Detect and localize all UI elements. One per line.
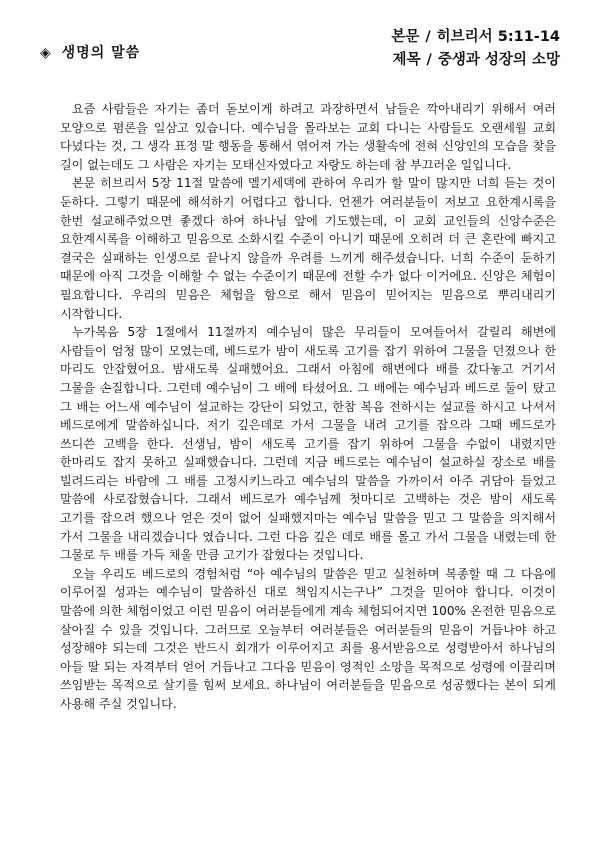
title-value: 중생과 성장의 소망 (437, 52, 560, 68)
paragraph-1: 요즘 사람들은 자기는 좀더 돋보이게 하려고 과장하면서 남들은 깍아내리기 위해서 여러 모양으로 폄론을 일삼고 있습니다. 예수님을 몰라보는 교회 다니는 사람들도 오랜세월 교회 다녔다는 것, 그 생각 표정 말 행동을 통해서 엮어져 가는 생활속에 전혀 신앙인의 모습을 찾을 길이 없는데도 그 사람은 자기는 모태신자였다고 자랑도 하는데 참 부끄러운 일입니다. (60, 102, 556, 172)
paragraph-3: 누가복음 5장 1절에서 11절까지 예수님이 많은 무리들이 모여들어서 갈릴리 해변에 사람들이 엄청 많이 모였는데, 베드로가 밤이 새도록 고기를 잡기 위하여 그물을 던졌으나 한 마리도 안잡혔어요. 밤새도록 실패했어요. 그래서 아침에 해변에다 배를 갔다놓고 거기서 그물을 손질합니다. 그런데 예수님이 그 배에 타셨어요. 그 배에는 예수님과 베드로 둘이 탔고 그 배는 어느새 예수님이 설교하는 강단이 되었고, 한참 복음 전하시는 설교를 하시고 나셔서 베드로에게 말씀하십니다. 저기 깊은데로 가서 그물을 내려 고기를 잡으라 그때 베드로가 쓰디쓴 고백을 한다. 선생님, 밤이 새도록 고기를 잡기 위하여 그물을 수없이 내렸지만 한마리도 잡지 못하고 실패했습니다. 그런데 지금 베드로는 예수님이 설교하실 장소로 배를 빌려드리는 바람에 그 배를 고정시키느라고 예수님의 말씀을 가까이서 아주 귀담아 들었고 말씀에 사로잡혔습니다. 그래서 베드로가 예수님께 첫마디로 고백하는 것은 밤이 새도록 고기를 잡으려 했으나 얻은 것이 없어 실패했지마는 예수님 말씀을 믿고 그 말씀을 의지해서 가서 그물을 내리겠습니다 였습니다. 그런 다음 깊은 데로 배를 몰고 가서 그물을 내렸는데 한 그물로 두 배를 가득 채울 만큼 고기가 잡혔다는 것입니다. (60, 325, 556, 563)
scripture-label: 본문 (391, 29, 420, 45)
title-label: 제목 (392, 52, 421, 68)
page-header (40, 24, 560, 84)
scripture-separator: / (425, 29, 431, 45)
sermon-meta (391, 26, 560, 72)
title-line (391, 48, 560, 72)
paragraph-4: 오늘 우리도 베드로의 경험처럼 “아 예수님의 말씀은 믿고 실천하며 복종할 때 그 다음에 이루어질 성과는 예수님이 말씀하신 대로 책임지시는구나” 그것을 믿어야 합니다. 이것이 말씀에 의한 체험이었고 이런 믿음이 여러분들에게 계속 체험되어지면 100% 온전한 믿음으로 살아질 수 있을 것입니다. 그러므로 오늘부터 여러분들은 여러분들의 믿음이 거듭나야 하고 성장해야 되는데 그것은 반드시 회개가 이루어지고 죄를 용서받음으로 성령받아서 하나님의 아들 딸 되는 자격부터 얻어 거듭나고 그다음 믿음이 영적인 소망을 목적으로 성령에 이끌리며 쓰임받는 목적으로 살기를 힘써 보세요. 하나님이 여러분들을 믿음으로 성공했다는 본이 되게 사용해 주실 것입니다. (60, 566, 556, 711)
section-label (40, 42, 140, 62)
scripture-line (391, 26, 560, 48)
scripture-value: 히브리서 5:11-14 (436, 29, 560, 45)
title-separator: / (426, 52, 432, 68)
sermon-body (60, 100, 556, 714)
diamond-bullet-icon: ◈ (40, 45, 52, 61)
paragraph-2: 본문 히브리서 5장 11절 말씀에 멜기세덱에 관하여 우리가 할 말이 많지만 너희 듣는 것이 둔하다. 그렇기 때문에 해석하기 어렵다고 합니다. 언젠가 여러분들이 저보고 요한계시록을 한번 설교해주었으면 좋겠다 하여 하나님 앞에 기도했는데, 이 교회 교인들의 신앙수준은 요한계시록을 이해하고 믿음으로 소화시킬 수준이 아니기 때문에 오히려 더 큰 혼란에 빠지고 결국은 실패하는 인생으로 끝나지 않을까 우려를 느끼게 해주셨습니다. 너희 수준이 둔하기 때문에 아직 그것을 이해할 수 없는 수준이기 때문에 전할 수가 없다 이거에요. 신앙은 체험이 필요합니다. 우리의 믿음은 체험을 함으로 해서 믿음이 믿어지는 믿음으로 뿌리내리기 시작합니다. (60, 176, 556, 321)
section-label-text: 생명의 말씀 (61, 45, 141, 61)
